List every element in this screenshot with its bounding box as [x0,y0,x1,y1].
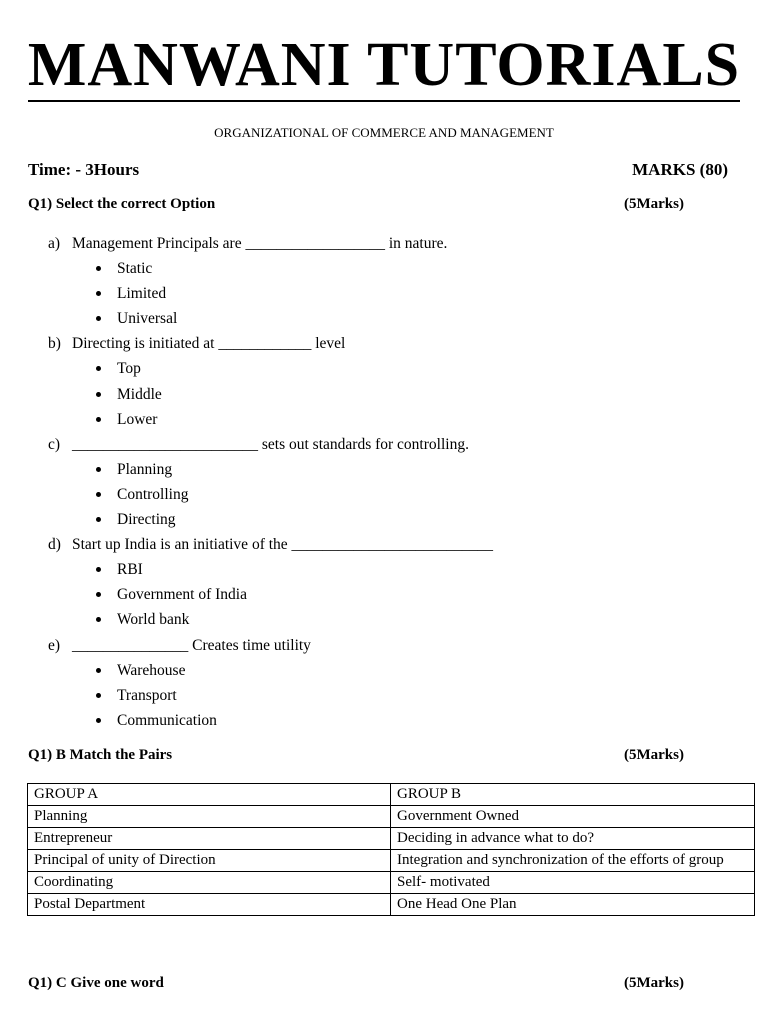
table-cell: Planning [28,806,391,828]
option-list [48,557,728,632]
q1b-marks: (5Marks) [624,747,684,763]
option-item: Lower [94,407,728,432]
question-c [48,432,728,532]
subject-title: ORGANIZATIONAL OF COMMERCE AND MANAGEMENT [214,125,554,140]
total-marks: MARKS (80) [632,160,728,179]
question-text: Management Principals are __________________ in nature. [72,235,448,252]
q1-heading-row [28,196,684,213]
q1b-heading-row [28,747,684,764]
match-pairs-table [27,783,755,916]
option-item: Warehouse [94,658,728,683]
option-list [48,256,728,331]
question-label: e) [48,636,61,654]
table-cell: Postal Department [28,894,391,916]
option-item: Limited [94,281,728,306]
option-item: Universal [94,306,728,331]
question-b [48,331,728,431]
page-title: MANWANI TUTORIALS [27,31,741,99]
table-cell: Principal of unity of Direction [28,850,391,872]
option-item: Planning [94,457,728,482]
option-item: Transport [94,683,728,708]
question-label: a) [48,235,61,252]
option-list [48,356,728,431]
option-item: RBI [94,557,728,582]
table-header-cell: GROUP B [391,784,755,806]
q1c-marks: (5Marks) [624,975,684,991]
q1-marks: (5Marks) [624,196,684,212]
table-row [28,850,755,872]
option-item: Top [94,356,728,381]
table-header-cell: GROUP A [28,784,391,806]
question-label: d) [48,536,61,554]
option-item: Static [94,256,728,281]
table-cell: One Head One Plan [391,894,755,916]
question-label: c) [48,435,61,453]
table-row [28,872,755,894]
table-cell: Government Owned [391,806,755,828]
table-row [28,806,755,828]
option-item: Communication [94,708,728,733]
option-list [48,658,728,733]
question-d [48,532,728,632]
time-marks-row [28,160,728,180]
table-cell: Entrepreneur [28,828,391,850]
option-item: World bank [94,607,728,632]
table-cell: Deciding in advance what to do? [391,828,755,850]
title-divider [28,100,740,102]
time-label: Time: - 3Hours [28,160,140,179]
table-row [28,894,755,916]
question-text: Directing is initiated at ____________ level [72,335,346,353]
question-label: b) [48,335,61,353]
question-a [48,231,728,331]
table-cell: Self- motivated [391,872,755,894]
question-text: ________________________ sets out standards for controlling. [72,435,469,453]
option-item: Controlling [94,482,728,507]
question-e [48,633,728,733]
option-item: Middle [94,382,728,407]
table-header-row [28,784,755,806]
option-item: Directing [94,507,728,532]
mcq-list [48,231,728,733]
question-text: Start up India is an initiative of the __________________________ [72,536,494,554]
table-cell: Integration and synchronization of the efforts of group [391,850,755,872]
q1b-heading: Q1) B Match the Pairs [28,747,173,763]
option-list [48,457,728,532]
option-item: Government of India [94,582,728,607]
q1-heading: Q1) Select the correct Option [28,196,216,212]
q1c-heading-row [28,975,684,992]
question-text: _______________ Creates time utility [72,636,311,654]
q1c-heading: Q1) C Give one word [28,975,164,991]
table-cell: Coordinating [28,872,391,894]
table-row [28,828,755,850]
